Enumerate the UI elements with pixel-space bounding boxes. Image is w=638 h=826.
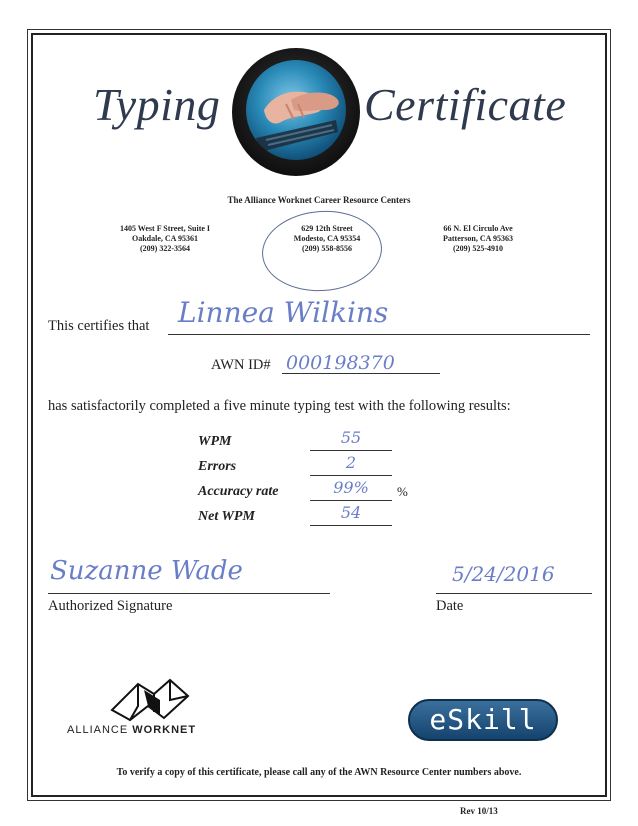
- date-handwritten: 5/24/2016: [452, 562, 555, 586]
- address-city: Modesto, CA 95354: [293, 234, 361, 243]
- signature-handwritten: Suzanne Wade: [50, 556, 243, 586]
- awn-id-value: 000198370: [286, 352, 395, 374]
- address-phone: (209) 558-8556: [302, 244, 352, 253]
- name-line: [168, 334, 590, 335]
- address-city: Oakdale, CA 95361: [131, 234, 198, 243]
- accuracy-label: Accuracy rate: [198, 484, 279, 499]
- signature-label: Authorized Signature: [48, 598, 173, 614]
- errors-line: [310, 475, 392, 476]
- date-line: [436, 593, 592, 594]
- statement-text: has satisfactorily completed a five minute typing test with the following results:: [48, 398, 511, 414]
- net-wpm-line: [310, 525, 392, 526]
- address-oakdale: [90, 224, 240, 254]
- awn-id-label: AWN ID#: [211, 357, 271, 373]
- net-wpm-label: Net WPM: [198, 509, 255, 524]
- organization-name: The Alliance Worknet Career Resource Centers: [227, 195, 411, 205]
- address-phone: (209) 525-4910: [453, 244, 503, 253]
- address-patterson: [403, 224, 553, 254]
- alliance-worknet-logo: [108, 676, 192, 722]
- typing-hands-keyboard-image: [246, 60, 346, 160]
- address-phone: (209) 322-3564: [140, 244, 190, 253]
- percent-sign: %: [397, 484, 408, 499]
- errors-label: Errors: [198, 459, 237, 474]
- address-city: Patterson, CA 95363: [443, 234, 513, 243]
- wpm-label: WPM: [198, 434, 232, 449]
- awn-text-left: ALLIANCE: [67, 724, 129, 736]
- wpm-value: 55: [340, 428, 362, 447]
- address-street: 1405 West F Street, Suite I: [119, 224, 211, 233]
- date-label: Date: [436, 598, 464, 614]
- net-wpm-value: 54: [340, 503, 362, 522]
- recipient-name: Linnea Wilkins: [178, 296, 389, 329]
- title-typing: Typing: [93, 79, 221, 130]
- wpm-line: [310, 450, 392, 451]
- awn-text-right: WORKNET: [132, 724, 197, 736]
- address-modesto: [252, 224, 402, 254]
- signature-line: [48, 593, 330, 594]
- accuracy-line: [310, 500, 392, 501]
- address-street: 629 12th Street: [301, 224, 353, 233]
- revision-label: Rev 10/13: [460, 806, 498, 816]
- errors-value: 2: [345, 453, 357, 472]
- title-certificate: Certificate: [364, 79, 567, 130]
- accuracy-value: 99%: [333, 478, 369, 497]
- eskill-logo: eSkill: [408, 699, 558, 741]
- alliance-worknet-text: [67, 724, 196, 736]
- certifies-label: This certifies that: [48, 318, 150, 334]
- address-street: 66 N. El Circulo Ave: [443, 224, 513, 233]
- verification-note: To verify a copy of this certificate, please call any of the AWN Resource Center numbers above.: [116, 767, 522, 778]
